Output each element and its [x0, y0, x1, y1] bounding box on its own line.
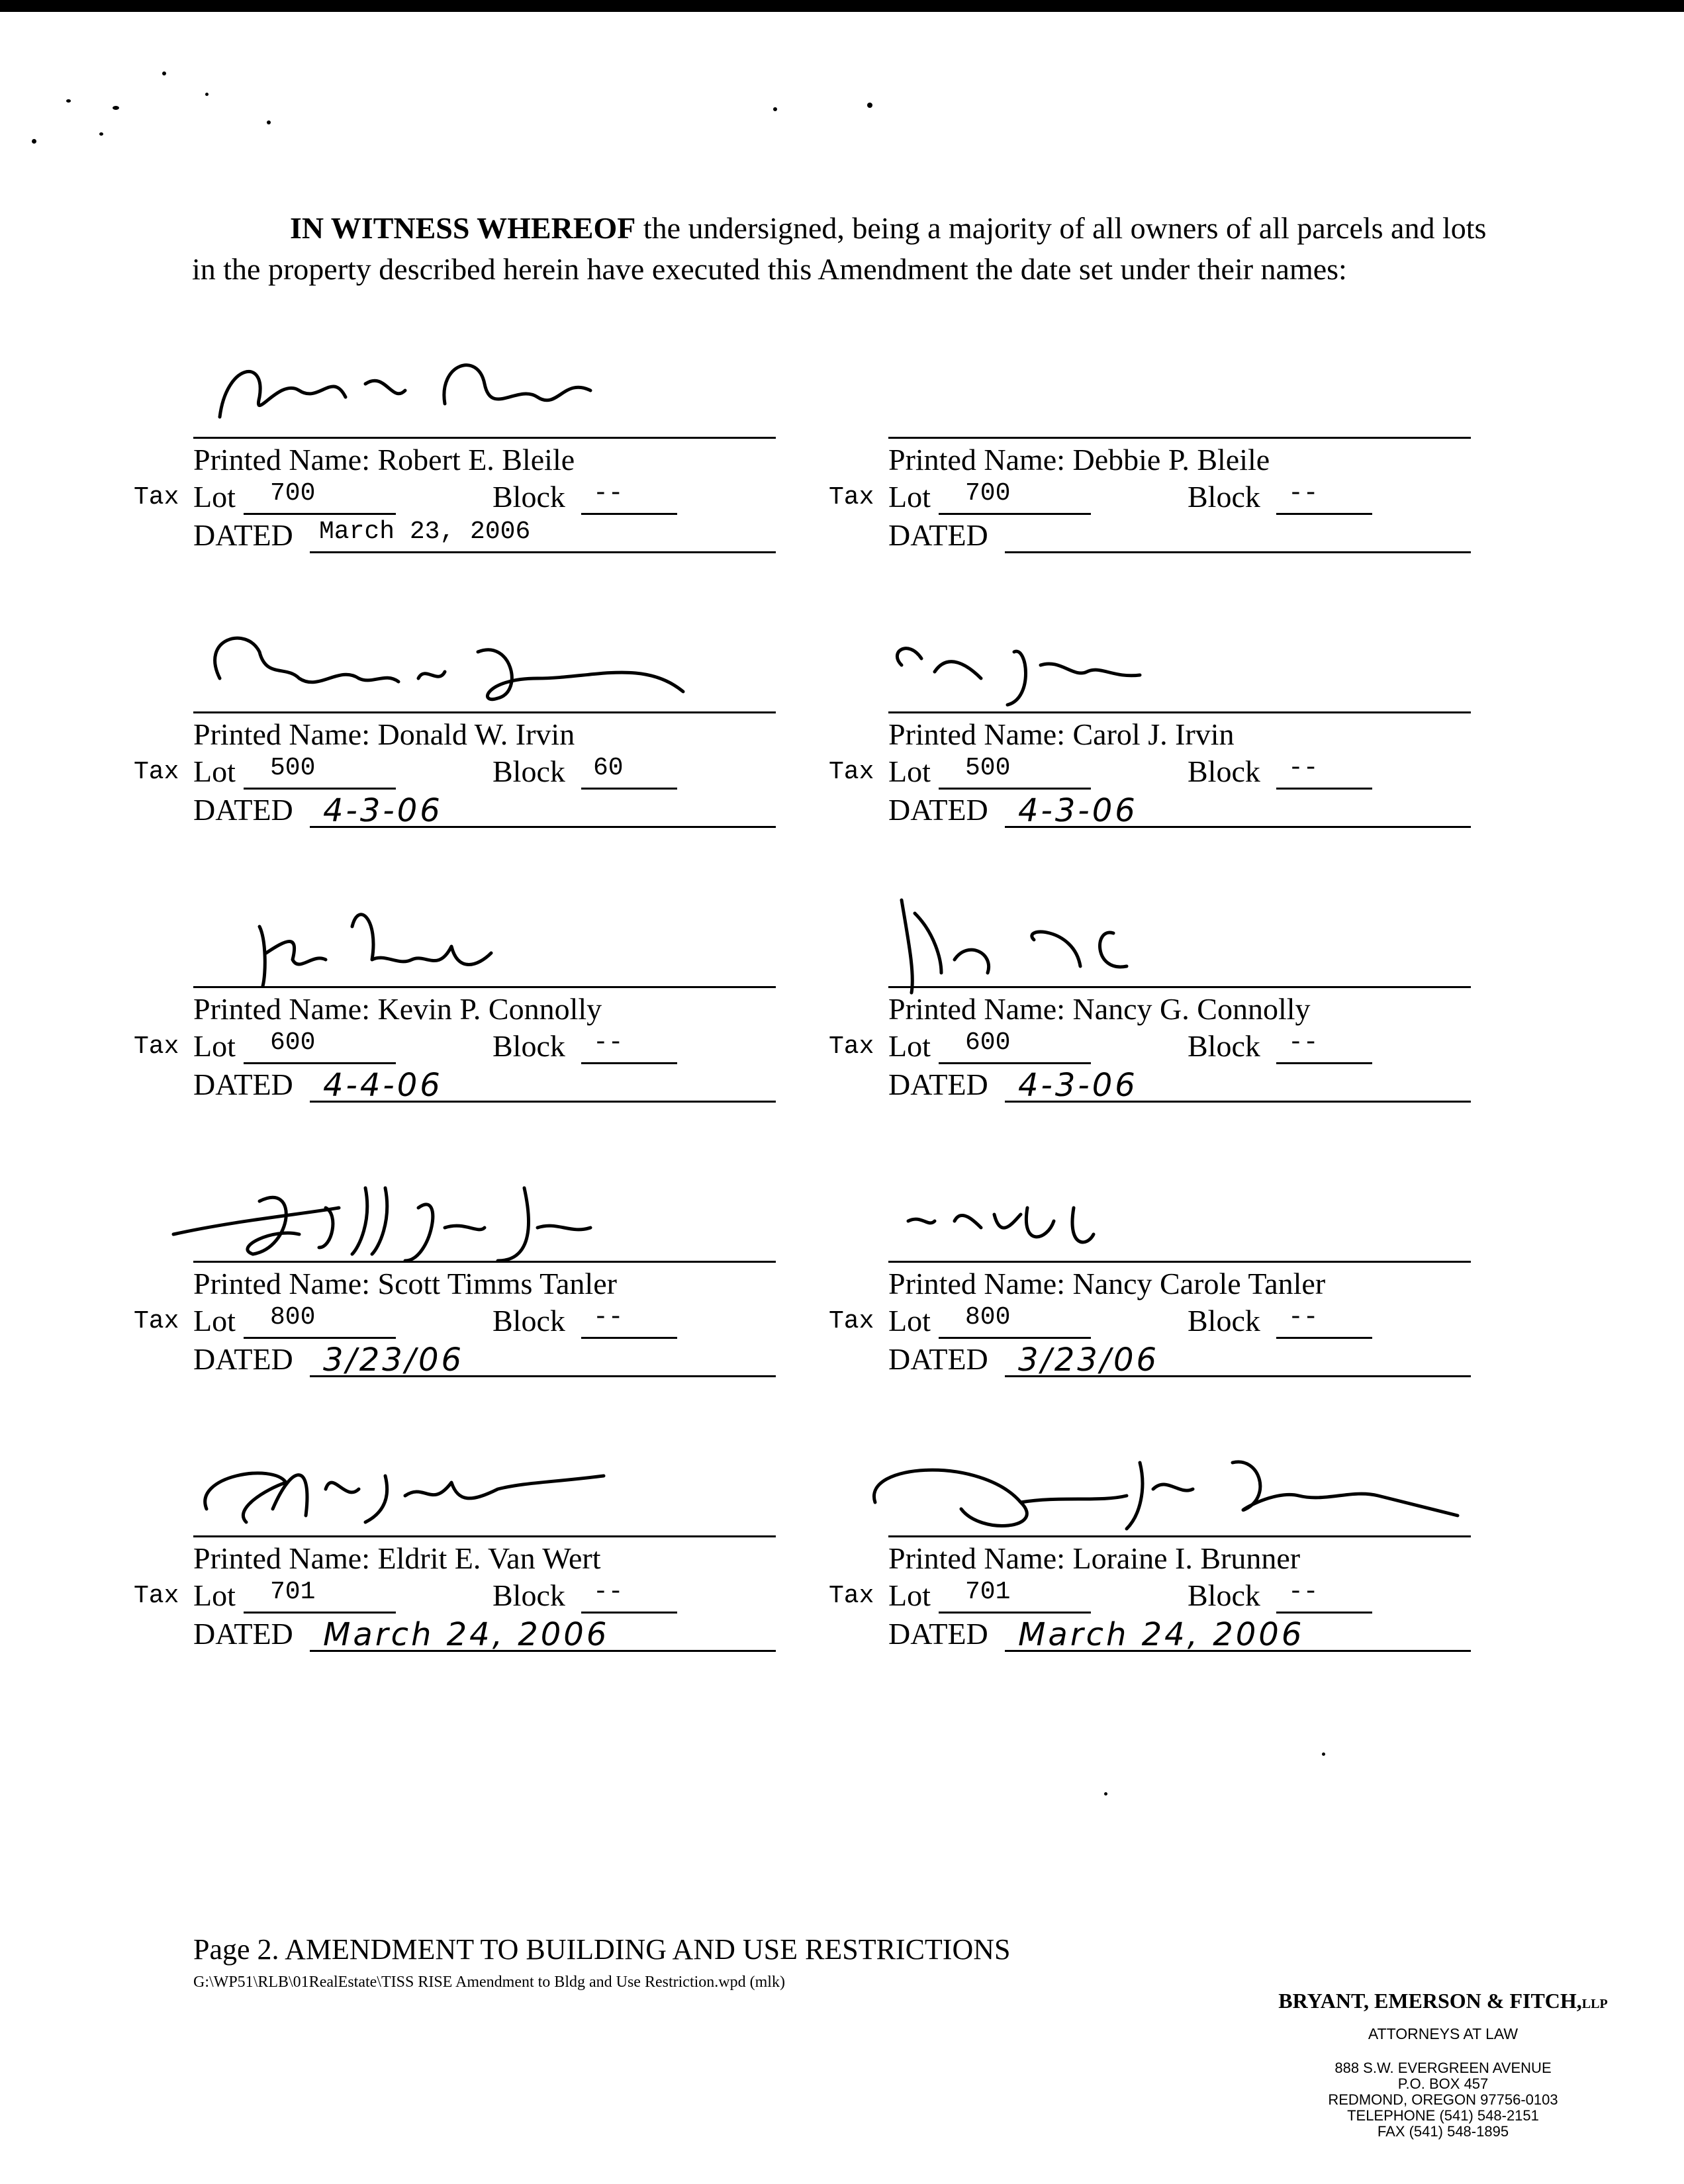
firm-name-text: BRYANT, EMERSON & FITCH, [1278, 1989, 1582, 2013]
scan-speck [773, 107, 777, 111]
block-field[interactable]: -- [581, 1578, 677, 1614]
dated-label: DATED [193, 1617, 293, 1651]
witness-text: the undersigned, being a majority of all owners of all parcels and lots in the property described herein have executed this Amendment the date set under their names: [192, 211, 1487, 286]
scan-speck [66, 99, 71, 103]
lot-label: Lot [193, 1029, 236, 1063]
dated-field[interactable]: 3/23/06 [1005, 1342, 1471, 1377]
tax-label: Tax [134, 483, 179, 512]
lot-field[interactable]: 600 [244, 1028, 396, 1064]
handwritten-signature [862, 1148, 1524, 1267]
printed-name-value: Nancy G. Connolly [1072, 992, 1311, 1026]
printed-name-row [888, 1266, 1325, 1301]
block-label: Block [492, 1029, 565, 1063]
signature-line[interactable] [888, 920, 1471, 988]
block-label: Block [492, 480, 565, 514]
dated-field[interactable]: 3/23/06 [310, 1342, 776, 1377]
lot-label: Lot [888, 1304, 931, 1338]
signature-block [829, 1469, 1471, 1681]
printed-name-row [888, 442, 1270, 477]
handwritten-signature [167, 874, 829, 993]
printed-name-label: Printed Name: [193, 1267, 370, 1300]
printed-name-label: Printed Name: [888, 1541, 1065, 1575]
handwritten-signature [862, 874, 1524, 993]
tax-label: Tax [829, 483, 874, 512]
lot-field[interactable]: 800 [244, 1303, 396, 1339]
address-line: P.O. BOX 457 [1397, 2075, 1489, 2092]
scan-speck [205, 93, 209, 96]
address-line: FAX (541) 548-1895 [1377, 2123, 1509, 2140]
tax-label: Tax [134, 1032, 179, 1061]
block-field[interactable]: -- [1276, 1578, 1372, 1614]
signature-line[interactable] [193, 1195, 776, 1263]
signature-line[interactable] [888, 1195, 1471, 1263]
scan-speck [267, 120, 271, 124]
printed-name-row [888, 717, 1235, 752]
dated-label: DATED [888, 1617, 988, 1651]
printed-name-value: Debbie P. Bleile [1072, 443, 1270, 477]
file-path: G:\WP51\RLB\01RealEstate\TISS RISE Amendment to Bldg and Use Restriction.wpd (mlk) [193, 1974, 785, 1991]
printed-name-value: Nancy Carole Tanler [1072, 1267, 1326, 1300]
dated-field[interactable]: 4-3-06 [1005, 1067, 1471, 1103]
lot-field[interactable]: 500 [939, 754, 1091, 790]
scan-speck [32, 139, 36, 144]
lot-field[interactable]: 701 [939, 1578, 1091, 1614]
lot-field[interactable]: 600 [939, 1028, 1091, 1064]
page-footer-title: Page 2. AMENDMENT TO BUILDING AND USE RESTRICTIONS [193, 1933, 1011, 1966]
signature-line[interactable] [193, 1469, 776, 1537]
block-label: Block [1188, 754, 1260, 788]
signature-line[interactable] [888, 645, 1471, 713]
tax-label: Tax [134, 1307, 179, 1336]
printed-name-row [193, 1266, 617, 1301]
scan-speck [1104, 1792, 1107, 1796]
dated-label: DATED [193, 793, 293, 827]
block-label: Block [1188, 480, 1260, 514]
firm-subtitle: ATTORNEYS AT LAW [1368, 2025, 1519, 2042]
signature-line[interactable] [888, 371, 1471, 439]
scan-speck [113, 106, 119, 110]
lot-label: Lot [193, 1304, 236, 1338]
signature-block [134, 920, 776, 1132]
law-firm-letterhead [1258, 1989, 1628, 2140]
dated-field[interactable]: 4-3-06 [310, 792, 776, 828]
lot-label: Lot [888, 754, 931, 788]
tax-label: Tax [134, 758, 179, 786]
block-label: Block [1188, 1304, 1260, 1338]
dated-label: DATED [193, 518, 293, 552]
address-line: TELEPHONE (541) 548-2151 [1347, 2107, 1539, 2124]
printed-name-label: Printed Name: [193, 443, 370, 477]
signature-line[interactable] [888, 1469, 1471, 1537]
signature-block [134, 1469, 776, 1681]
printed-name-value: Carol J. Irvin [1072, 717, 1235, 751]
dated-label: DATED [888, 1068, 988, 1101]
scan-speck [162, 71, 166, 75]
printed-name-value: Kevin P. Connolly [377, 992, 602, 1026]
witness-lead: IN WITNESS WHEREOF [290, 211, 636, 245]
block-field[interactable]: -- [581, 1028, 677, 1064]
tax-label: Tax [829, 758, 874, 786]
handwritten-signature [167, 1148, 829, 1267]
block-label: Block [1188, 1578, 1260, 1612]
printed-name-label: Printed Name: [888, 443, 1065, 477]
lot-label: Lot [193, 754, 236, 788]
signature-line[interactable] [193, 920, 776, 988]
printed-name-label: Printed Name: [888, 1267, 1065, 1300]
dated-label: DATED [888, 793, 988, 827]
printed-name-row [193, 991, 602, 1026]
firm-suffix: LLP [1581, 1997, 1608, 2011]
printed-name-row [193, 442, 575, 477]
tax-label: Tax [134, 1582, 179, 1610]
printed-name-value: Loraine I. Brunner [1072, 1541, 1301, 1575]
tax-label: Tax [829, 1032, 874, 1061]
lot-label: Lot [888, 1578, 931, 1612]
lot-field[interactable]: 700 [939, 479, 1091, 515]
signature-block [134, 371, 776, 582]
handwritten-signature [862, 599, 1524, 718]
firm-address [1258, 2060, 1628, 2140]
printed-name-label: Printed Name: [888, 717, 1065, 751]
block-field[interactable]: 60 [581, 754, 677, 790]
block-field[interactable]: -- [581, 479, 677, 515]
lot-label: Lot [193, 480, 236, 514]
block-field[interactable]: -- [1276, 1028, 1372, 1064]
printed-name-value: Donald W. Irvin [377, 717, 575, 751]
signature-block [829, 645, 1471, 857]
printed-name-label: Printed Name: [193, 717, 370, 751]
printed-name-row [888, 991, 1311, 1026]
handwritten-signature [167, 599, 829, 718]
handwritten-signature [167, 1423, 829, 1542]
lot-field[interactable]: 700 [244, 479, 396, 515]
signature-block [134, 1195, 776, 1406]
scan-speck [867, 103, 872, 108]
scan-speck [99, 132, 103, 136]
printed-name-row [193, 1541, 600, 1576]
dated-label: DATED [888, 518, 988, 552]
scan-top-border [0, 0, 1684, 12]
printed-name-label: Printed Name: [193, 1541, 370, 1575]
lot-label: Lot [888, 1029, 931, 1063]
dated-field[interactable] [1005, 518, 1471, 553]
block-field[interactable]: -- [581, 1303, 677, 1339]
printed-name-label: Printed Name: [193, 992, 370, 1026]
dated-field[interactable]: 4-3-06 [1005, 792, 1471, 828]
lot-field[interactable]: 701 [244, 1578, 396, 1614]
scan-speck [1322, 1752, 1325, 1756]
printed-name-row [193, 717, 575, 752]
address-line: 888 S.W. EVERGREEN AVENUE [1334, 2060, 1552, 2076]
dated-label: DATED [888, 1342, 988, 1376]
lot-label: Lot [888, 480, 931, 514]
lot-field[interactable]: 800 [939, 1303, 1091, 1339]
signature-block [829, 371, 1471, 582]
printed-name-value: Scott Timms Tanler [377, 1267, 617, 1300]
handwritten-signature [862, 1423, 1524, 1542]
dated-field[interactable]: March 24, 2006 [1005, 1616, 1471, 1652]
lot-label: Lot [193, 1578, 236, 1612]
printed-name-label: Printed Name: [888, 992, 1065, 1026]
signature-block [829, 1195, 1471, 1406]
printed-name-value: Eldrit E. Van Wert [377, 1541, 601, 1575]
signature-line[interactable] [193, 645, 776, 713]
printed-name-row [888, 1541, 1300, 1576]
block-field[interactable]: -- [1276, 1303, 1372, 1339]
address-line: REDMOND, OREGON 97756-0103 [1328, 2091, 1558, 2108]
block-field[interactable]: -- [1276, 479, 1372, 515]
block-label: Block [1188, 1029, 1260, 1063]
dated-label: DATED [193, 1342, 293, 1376]
witness-paragraph [192, 208, 1503, 290]
signature-block [134, 645, 776, 857]
dated-field[interactable]: March 24, 2006 [310, 1616, 776, 1652]
signature-block [829, 920, 1471, 1132]
printed-name-value: Robert E. Bleile [377, 443, 575, 477]
handwritten-signature [167, 324, 829, 443]
firm-name [1258, 1989, 1628, 2013]
tax-label: Tax [829, 1582, 874, 1610]
dated-label: DATED [193, 1068, 293, 1101]
tax-label: Tax [829, 1307, 874, 1336]
dated-field[interactable]: March 23, 2006 [310, 518, 776, 553]
block-label: Block [492, 754, 565, 788]
dated-field[interactable]: 4-4-06 [310, 1067, 776, 1103]
block-label: Block [492, 1578, 565, 1612]
block-label: Block [492, 1304, 565, 1338]
lot-field[interactable]: 500 [244, 754, 396, 790]
signature-line[interactable] [193, 371, 776, 439]
block-field[interactable]: -- [1276, 754, 1372, 790]
